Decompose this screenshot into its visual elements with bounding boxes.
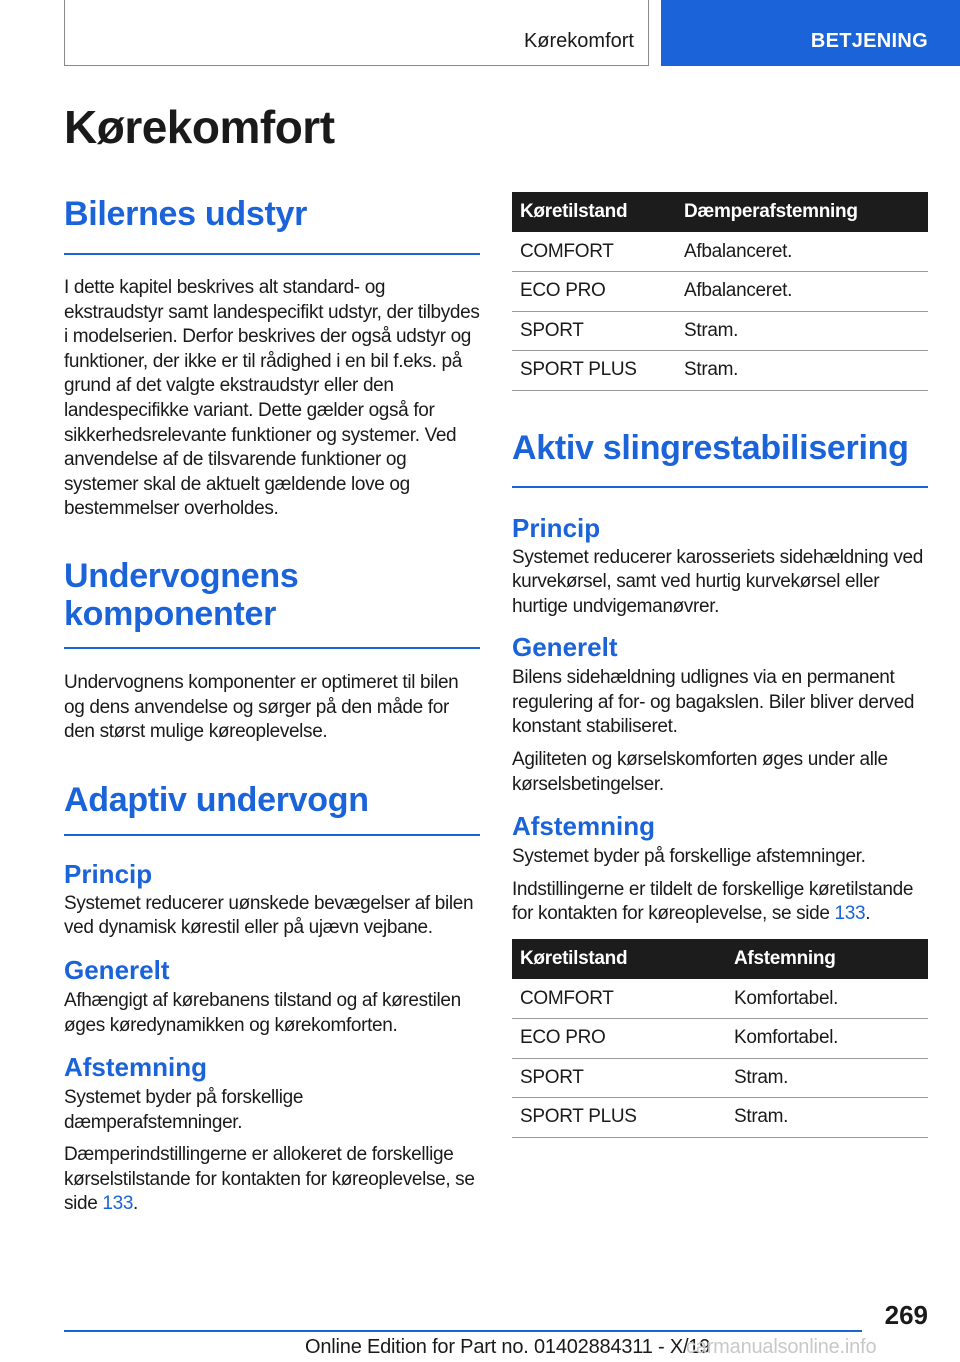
table-cell: Stram. — [676, 351, 928, 391]
table-header-damper: Dæmperafstemning — [676, 192, 928, 232]
section-title-equipment: Bilernes udstyr — [64, 195, 308, 233]
adaptive-afstemning-body: Systemet byder på forskellige dæmperafstemninger. — [64, 1087, 304, 1133]
footer-edition: Online Edition for Part no. 01402884311 - X/19 — [305, 1336, 711, 1358]
table-header-tuning: Afstemning — [726, 939, 928, 979]
table-cell: COMFORT — [512, 232, 676, 272]
table-cell: Stram. — [726, 1058, 928, 1098]
table-row — [512, 272, 928, 312]
table-cell: SPORT PLUS — [512, 1098, 726, 1138]
equipment-body: I dette kapitel beskrives alt standard- og ekstraudstyr samt landespecifikt udstyr, der tilbydes i modelserien. Derfor beskrives der også udstyr og funktioner, der ikke er til rådighed i en bil f.eks. på grund af det valgte ekstraudstyr eller den landespecifikke variant. Dette gælder også for sikkerhedsrelevante funktioner og systemer. Ved anvendelse af de tilsvarende funktioner og systemer skal de aktuelt gældende love og bestemmelser overholdes. — [64, 277, 480, 520]
table-cell: Komfortabel. — [726, 1019, 928, 1059]
page-title: Kørekomfort — [64, 101, 335, 153]
table-cell: Stram. — [676, 311, 928, 351]
section-title-adaptive: Adaptiv undervogn — [64, 780, 369, 819]
table-cell: SPORT PLUS — [512, 351, 676, 391]
page-link-133[interactable]: 133 — [102, 1193, 134, 1215]
footer-divider — [64, 1330, 862, 1332]
right-column — [512, 192, 928, 1138]
table-cell: ECO PRO — [512, 1019, 726, 1059]
roll-generelt-body2: Agiliteten og kørselskomforten øges under alle kørselsbetingelser. — [512, 749, 888, 795]
subheading-princip: Princip — [512, 512, 601, 543]
table-cell: Komfortabel. — [726, 979, 928, 1019]
table-cell: Stram. — [726, 1098, 928, 1138]
roll-afstemning-body: Systemet byder på forskellige afstemninger. — [512, 846, 866, 868]
adaptive-afstemning-reference — [64, 1143, 480, 1217]
table-cell: COMFORT — [512, 979, 726, 1019]
table-cell: Afbalanceret. — [676, 272, 928, 312]
section-title-chassis: Undervognens komponenter — [64, 556, 299, 633]
table-cell: ECO PRO — [512, 272, 676, 312]
subheading-generelt: Generelt — [512, 632, 618, 663]
table-cell: Afbalanceret. — [676, 232, 928, 272]
reference-end: . — [865, 903, 871, 925]
chassis-body: Undervognens komponenter er optimeret til bilen og dens anvendelse og sørger på den måde for den størst mulige køreoplevelse. — [64, 671, 459, 743]
table-row — [512, 311, 928, 351]
reference-end: . — [133, 1193, 138, 1215]
table-cell: SPORT — [512, 311, 676, 351]
roll-princip-body: Systemet reducerer karosseriets sidehældning ved kurvekørsel, samt ved hurtig kurvekørsel eller hurtige undvigemanøvrer. — [512, 546, 923, 617]
subheading-afstemning: Afstemning — [64, 1052, 207, 1083]
header-section-tab — [64, 0, 649, 66]
table-row — [512, 1058, 928, 1098]
header-chapter-label: BETJENING — [810, 30, 928, 52]
page-number: 269 — [884, 1300, 928, 1330]
table-header-mode: Køretilstand — [512, 939, 726, 979]
damper-table — [512, 192, 928, 391]
section-title-roll-stabilization: Aktiv slingrestabilisering — [512, 428, 909, 467]
table-header-row — [512, 939, 928, 979]
roll-tuning-table — [512, 939, 928, 1138]
table-row — [512, 351, 928, 391]
section-divider — [64, 647, 480, 649]
table-row — [512, 1098, 928, 1138]
reference-text: Indstillingerne er tildelt de forskellige køretilstande for kontakten for køreoplevelse, se side — [512, 878, 914, 925]
page-link-133[interactable]: 133 — [834, 903, 866, 925]
left-column — [64, 195, 480, 1217]
table-row — [512, 232, 928, 272]
subheading-princip: Princip — [64, 858, 153, 889]
reference-text: Dæmperindstillingerne er allokeret de forskellige kørselstilstande for kontakten for køreoplevelse, se side — [64, 1144, 475, 1215]
section-divider — [512, 486, 928, 488]
adaptive-generelt-body: Afhængigt af kørebanens tilstand og af kørestilen øges køredynamikken og kørekomforten. — [64, 989, 461, 1036]
section-divider — [64, 834, 480, 836]
header-chapter-tab — [661, 0, 960, 66]
roll-generelt-body: Bilens sidehældning udlignes via en permanent regulering af for- og bagakslen. Biler bliver derved konstant stabiliseret. — [512, 667, 915, 738]
table-row — [512, 979, 928, 1019]
section-divider — [64, 253, 480, 255]
table-row — [512, 1019, 928, 1059]
table-cell: SPORT — [512, 1058, 726, 1098]
footer-watermark: carmanualsonline.info — [686, 1336, 877, 1358]
subheading-afstemning: Afstemning — [512, 811, 655, 842]
adaptive-princip-body: Systemet reducerer uønskede bevægelser af bilen ved dynamisk kørestil eller på ujævn vejbane. — [64, 892, 474, 939]
table-header-mode: Køretilstand — [512, 192, 676, 232]
roll-afstemning-reference — [512, 878, 928, 927]
subheading-generelt: Generelt — [64, 954, 170, 985]
table-header-row — [512, 192, 928, 232]
header-section-label: Kørekomfort — [523, 30, 634, 52]
